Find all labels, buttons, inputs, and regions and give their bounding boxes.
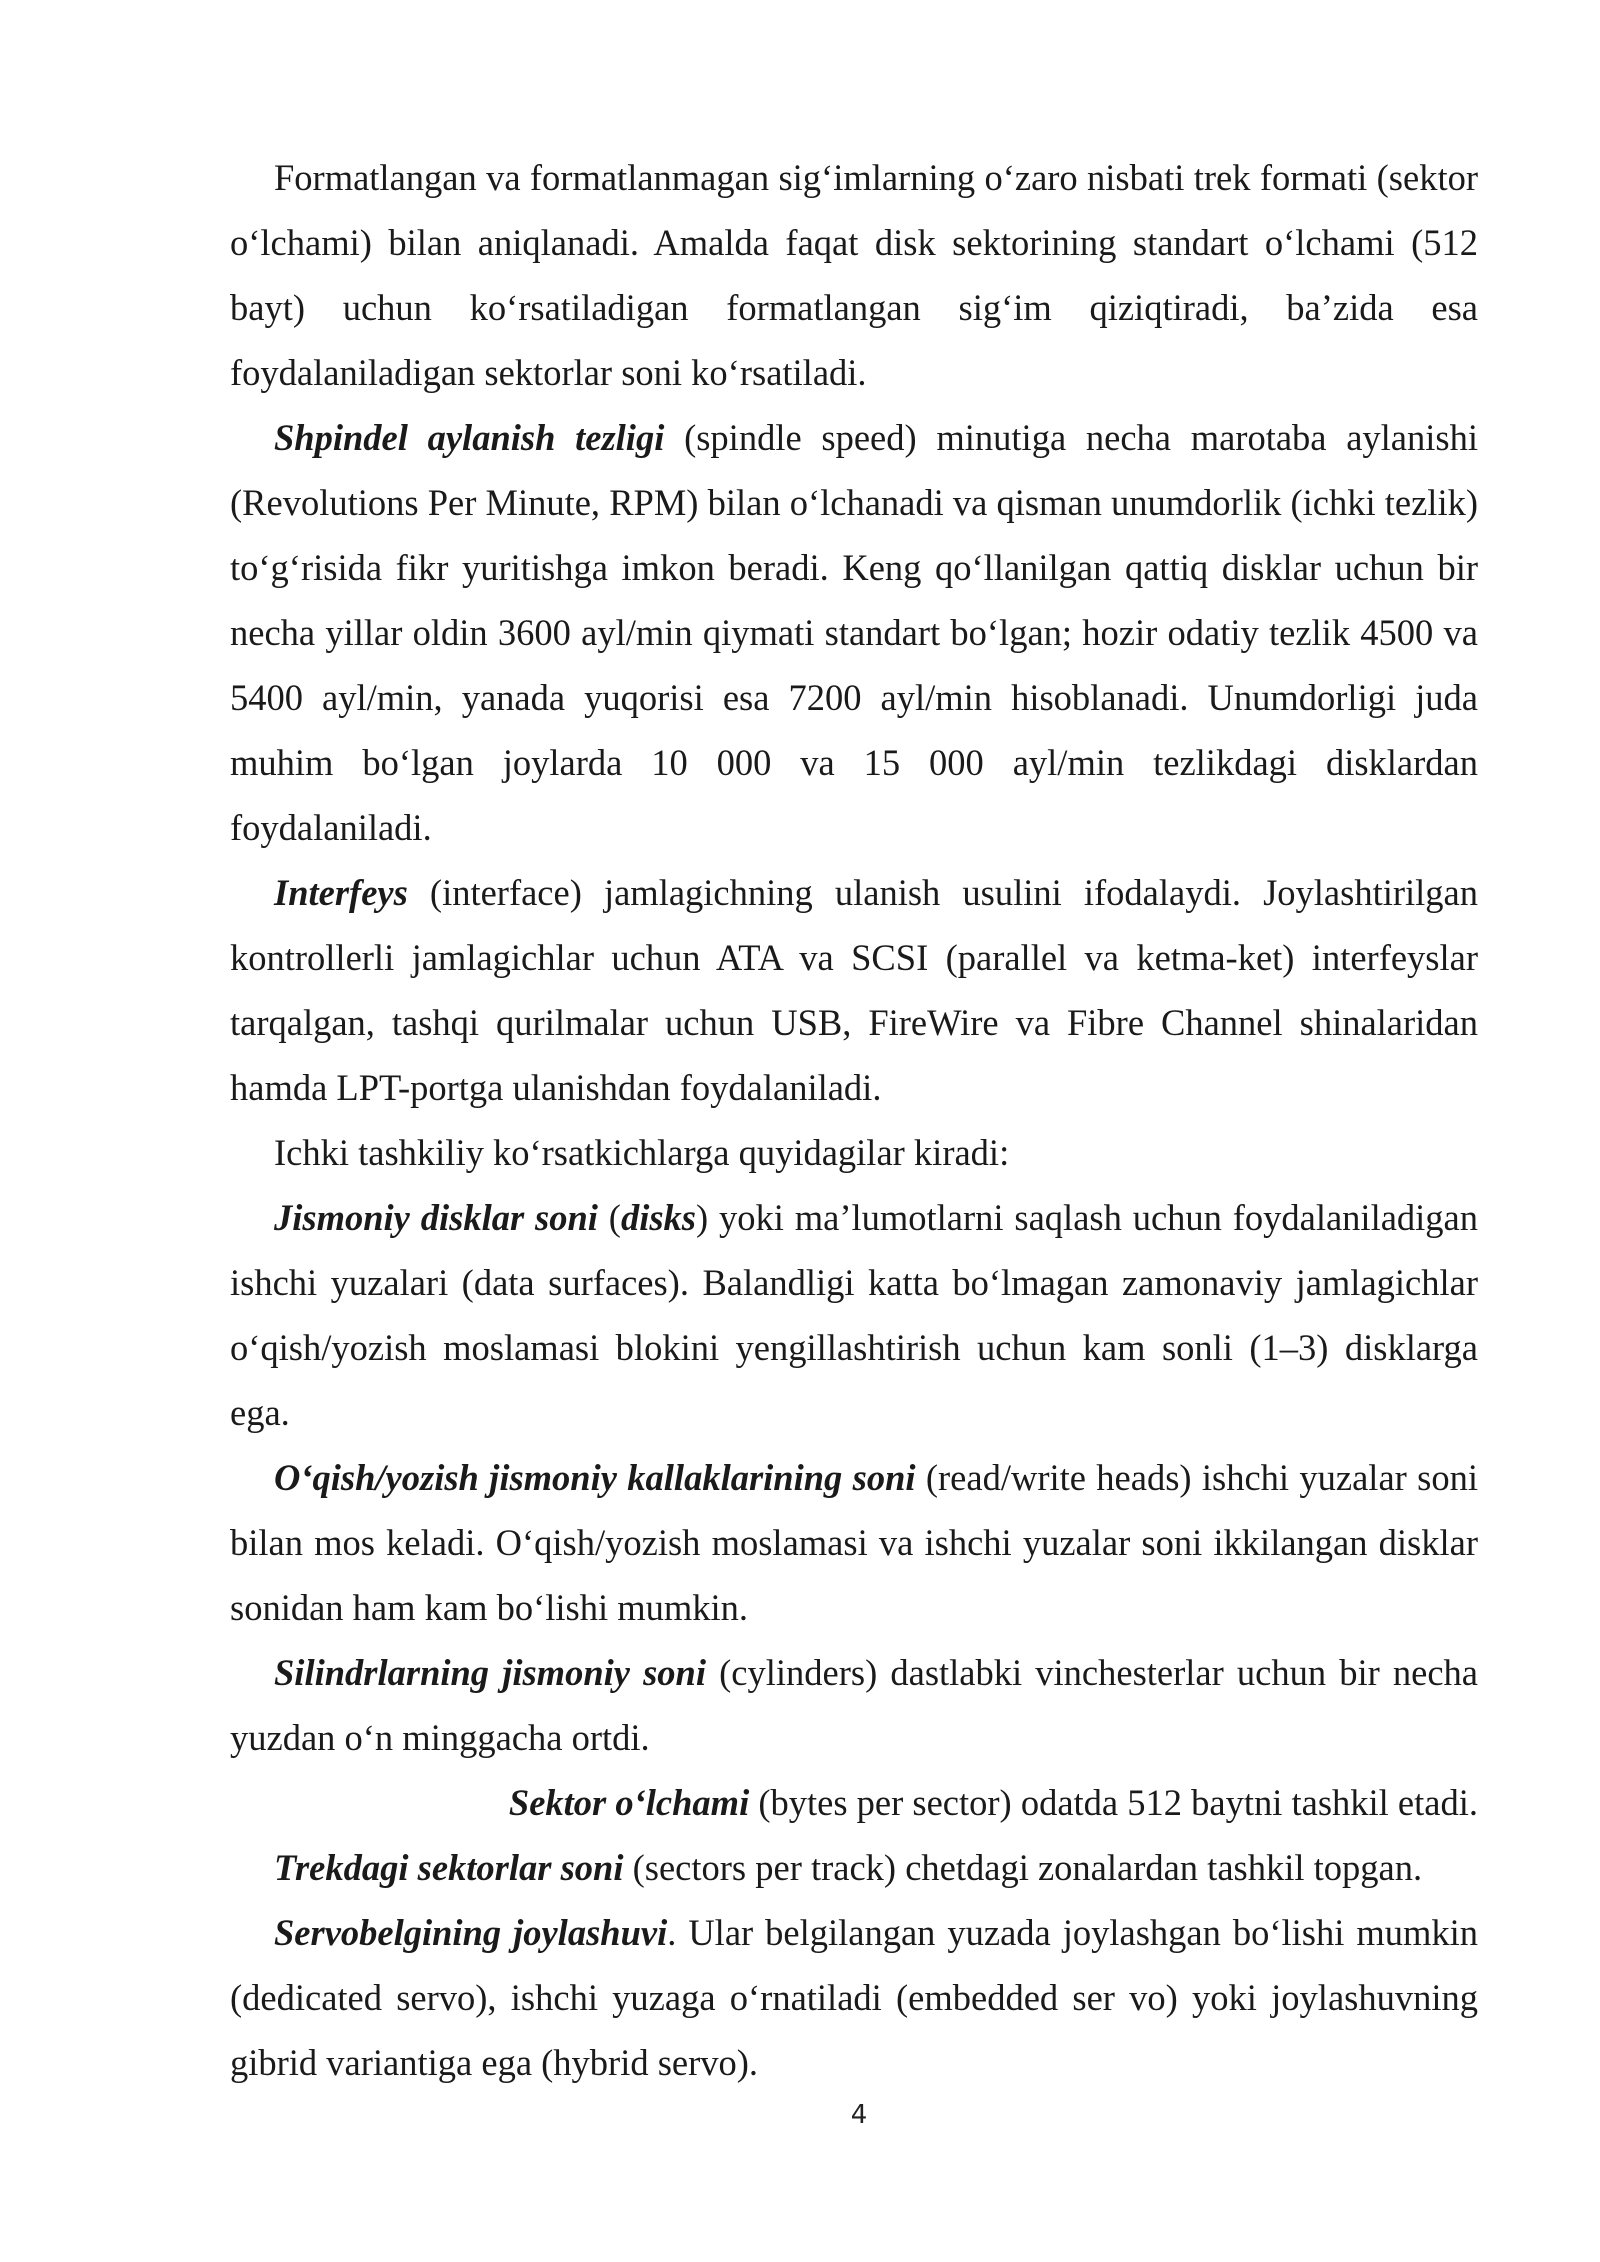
paragraph-interface	[230, 860, 1478, 1120]
paragraph-servo	[230, 1900, 1478, 2095]
paragraph-text: (read/write heads) ishchi yuzalar soni bilan mos keladi. O‘qish/yozish moslamasi va ishchi yuzalar soni ikkilangan disklar sonidan ham kam bo‘lishi mumkin.	[230, 1457, 1478, 1628]
paragraph-text: (spindle speed) minutiga necha marotaba aylanishi (Revolutions Per Minute, RPM) bilan o‘lchanadi va qisman unumdorlik (ichki tezlik) to‘g‘risida fikr yuritishga imkon beradi. Keng qo‘llanilgan qattiq disklar uchun bir necha yillar oldin 3600 ayl/min qiymati standart bo‘lgan; hozir odatiy tezlik 4500 va 5400 ayl/min, yanada yuqorisi esa 7200 ayl/min hisoblanadi. Unumdorligi juda muhim bo‘lgan joylarda 10 000 va 15 000 ayl/min tezlikdagi disklardan foydalaniladi.	[230, 417, 1478, 848]
paragraph-heads	[230, 1445, 1478, 1640]
term-disks: disks	[620, 1197, 696, 1238]
paragraph-text: Ichki tashkiliy ko‘rsatkichlarga quyidagilar kiradi:	[274, 1132, 1010, 1173]
paragraph-sectors-per-track	[230, 1835, 1478, 1900]
paragraph-sector-size	[230, 1770, 1478, 1835]
term-interface: Interfeys	[274, 872, 408, 913]
paragraph-text: (bytes per sector) odatda 512 baytni tashkil etadi.	[749, 1782, 1478, 1823]
paragraph-cylinders	[230, 1640, 1478, 1770]
paragraph-format-ratio	[230, 145, 1478, 405]
paragraph-internal-intro	[230, 1120, 1478, 1185]
term-spindle-speed: Shpindel aylanish tezligi	[274, 417, 665, 458]
term-heads: O‘qish/yozish jismoniy kallaklarining soni	[274, 1457, 916, 1498]
paragraph-text: ) yoki ma’lumotlarni saqlash uchun foydalaniladigan ishchi yuzalari (data surfaces). Balandligi katta bo‘lmagan zamonaviy jamlagichlar o‘qish/yozish moslamasi blokini yengillashtirish uchun kam sonli (1–3) disklarga ega.	[230, 1197, 1479, 1433]
paragraph-text: (interface) jamlagichning ulanish usulini ifodalaydi. Joylashtirilgan kontrollerli jamlagichlar uchun ATA va SCSI (parallel va ketma-ket) interfeyslar tarqalgan, tashqi qurilmalar uchun USB, FireWire va Fibre Channel shinalaridan hamda LPT-portga ulanishdan foydalaniladi.	[230, 872, 1478, 1108]
paragraph-text: (cylinders) dastlabki vinchesterlar uchun bir necha yuzdan o‘n minggacha ortdi.	[230, 1652, 1478, 1758]
paragraph-text: . Ular belgilangan yuzada joylashgan bo‘lishi mumkin (dedicated servo), ishchi yuzaga o‘rnatiladi (embedded ser vo) yoki joylashuvning gibrid variantiga ega (hybrid servo).	[230, 1912, 1478, 2083]
paragraph-text: Formatlangan va formatlanmagan sig‘imlarning o‘zaro nisbati trek formati (sektor o‘lchami) bilan aniqlanadi. Amalda faqat disk sektorining standart o‘lchami (512 bayt) uchun ko‘rsatiladigan formatlangan sig‘im qiziqtiradi, ba’zida esa foydalaniladigan sektorlar soni ko‘rsatiladi.	[230, 157, 1478, 393]
term-sector-size: Sektor o‘lchami	[508, 1782, 750, 1823]
term-sectors-per-track: Trekdagi sektorlar soni	[274, 1847, 624, 1888]
term-cylinders: Silindrlarning jismoniy soni	[274, 1652, 706, 1693]
term-servo: Servobelgining joylashuvi	[274, 1912, 668, 1953]
paragraph-text: (	[597, 1197, 621, 1238]
body-text	[230, 145, 1478, 2095]
term-physical-disks: Jismoniy disklar soni	[274, 1197, 598, 1238]
paragraph-physical-disks	[230, 1185, 1478, 1445]
page-number: 4	[850, 2100, 868, 2130]
paragraph-spindle-speed	[230, 405, 1478, 860]
paragraph-text: (sectors per track) chetdagi zonalardan tashkil topgan.	[623, 1847, 1423, 1888]
